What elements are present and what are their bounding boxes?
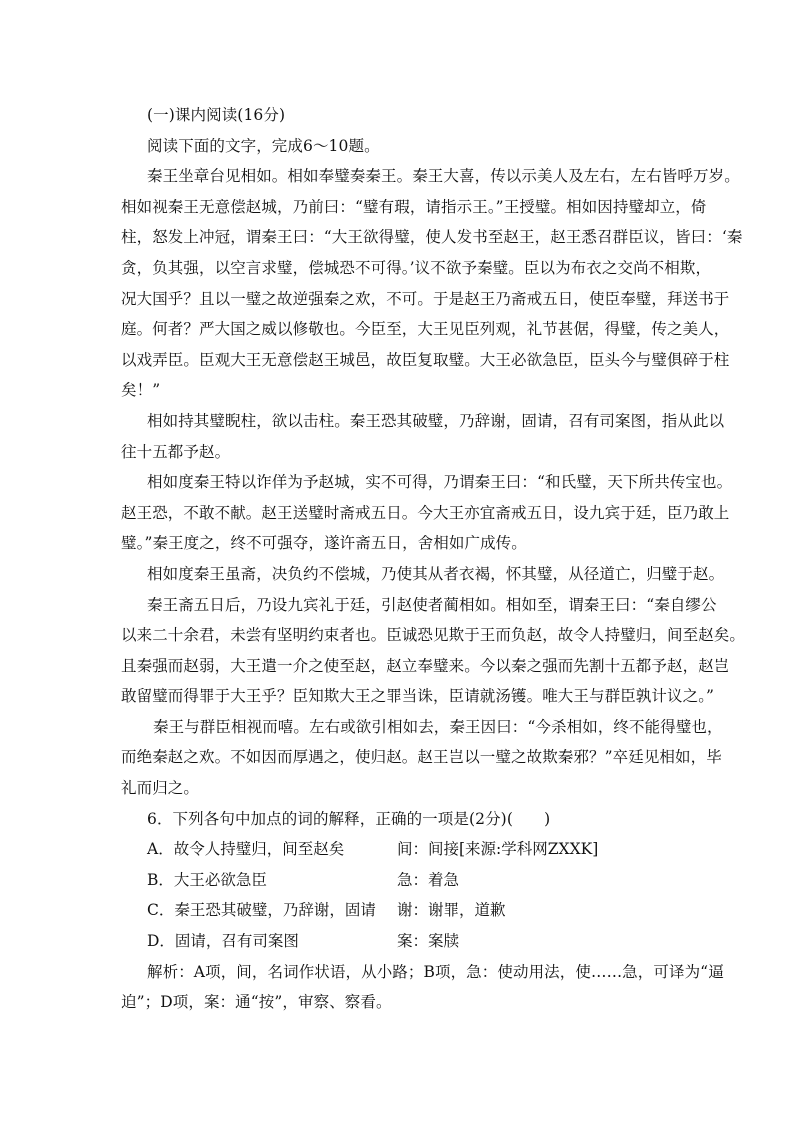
passage-line: 秦王与群臣相视而嘻。左右或欲引相如去，秦王因曰：“今杀相如，终不能得璧也， xyxy=(153,717,723,736)
option-c-sentence: C．秦王恐其破璧，乃辞谢，固请 xyxy=(147,901,376,920)
passage-line: 相如度秦王虽斋，决负约不偿城，乃使其从者衣褐，怀其璧，从径道亡，归璧于赵。 xyxy=(147,564,725,583)
option-b-explanation: 急：着急 xyxy=(397,870,460,889)
passage-line: 庭。何者？严大国之威以修敬也。今臣至，大王见臣列观，礼节甚倨，得璧，传之美人， xyxy=(121,320,730,339)
option-a-explanation: 间：间接[来源:学科网ZXXK] xyxy=(397,840,599,859)
option-b-sentence: B．大王必欲急臣 xyxy=(147,870,267,889)
passage-line: 赵王恐，不敢不献。赵王送璧时斋戒五日。今大王亦宜斋戒五日，设九宾于廷，臣乃敢上 xyxy=(121,503,730,522)
option-d-sentence: D．固请，召有司案图 xyxy=(147,932,299,951)
passage-line: 且秦强而赵弱，大王遣一介之使至赵，赵立奉璧来。今以秦之强而先割十五都予赵，赵岂 xyxy=(121,656,730,675)
passage-line: 秦王斋五日后，乃设九宾礼于廷，引赵使者蔺相如。相如至，谓秦王曰：“秦自缪公 xyxy=(147,595,717,614)
analysis-line: 迫”；D项，案：通“按”，审察、察看。 xyxy=(121,993,392,1012)
passage-line: 礼而归之。 xyxy=(121,779,200,798)
passage-line: 相如持其璧睨柱，欲以击柱。秦王恐其破璧，乃辞谢，固请，召有司案图，指从此以 xyxy=(147,411,725,430)
passage-line: 况大国乎？且以一璧之故逆强秦之欢，不可。于是赵王乃斋戒五日，使臣奉璧，拜送书于 xyxy=(121,289,730,308)
option-b xyxy=(121,865,676,896)
analysis-line: 解析：A项，间，名词作状语，从小路；B项，急：使动用法，使……急，可译为“逼 xyxy=(147,962,724,981)
passage-line: 柱，怒发上冲冠，谓秦王曰：“大王欲得璧，使人发书至赵王，赵王悉召群臣议，皆曰：‘秦 xyxy=(121,228,743,247)
passage-line: 相如视秦王无意偿赵城，乃前曰：“璧有瑕，请指示王。”王授璧。相如因持璧却立，倚 xyxy=(121,197,707,216)
passage-line: 以戏弄臣。臣观大王无意偿赵王城邑，故臣复取璧。大王必欲急臣，臣头今与璧俱碎于柱 xyxy=(121,350,730,369)
instruction-text: 阅读下面的文字，完成6～10题。 xyxy=(147,136,380,155)
option-c xyxy=(121,895,676,926)
passage-line: 而绝秦赵之欢。不如因而厚遇之，使归赵。赵王岂以一璧之故欺秦邪？”卒廷见相如，毕 xyxy=(121,748,722,767)
passage xyxy=(121,161,746,803)
passage-line: 往十五都予赵。 xyxy=(121,442,231,461)
passage-line: 敢留璧而得罪于大王乎？臣知欺大王之罪当诛，臣请就汤镬。唯大王与群臣孰计议之。” xyxy=(121,687,715,706)
option-d-explanation: 案：案牍 xyxy=(397,932,460,951)
passage-line: 矣！” xyxy=(121,381,161,400)
option-d xyxy=(121,926,676,957)
passage-line: 秦王坐章台见相如。相如奉璧奏秦王。秦王大喜，传以示美人及左右，左右皆呼万岁。 xyxy=(147,167,740,186)
section-title: (一)课内阅读(16分) xyxy=(147,106,286,124)
option-c-explanation: 谢：谢罪，道歉 xyxy=(397,901,506,920)
option-a-sentence: A．故令人持璧归，间至赵矣 xyxy=(147,840,345,859)
option-a xyxy=(121,834,676,865)
passage-line: 相如度秦王特以诈佯为予赵城，实不可得，乃谓秦王曰：“和氏璧，天下所共传宝也。 xyxy=(147,473,733,492)
passage-line: 贪，负其强，以空言求璧，偿城恐不可得。’议不欲予秦璧。臣以为布衣之交尚不相欺， xyxy=(121,258,712,277)
document-content xyxy=(121,100,746,1018)
question-6 xyxy=(121,804,724,1018)
question-stem: 6．下列各句中加点的词的解释，正确的一项是(2分)( ) xyxy=(147,809,551,828)
passage-line: 璧。”秦王度之，终不可强夺，遂许斋五日，舍相如广成传。 xyxy=(121,534,527,553)
passage-line: 以来二十余君，未尝有坚明约束者也。臣诚恐见欺于王而负赵，故令人持璧归，间至赵矣。 xyxy=(121,626,746,645)
